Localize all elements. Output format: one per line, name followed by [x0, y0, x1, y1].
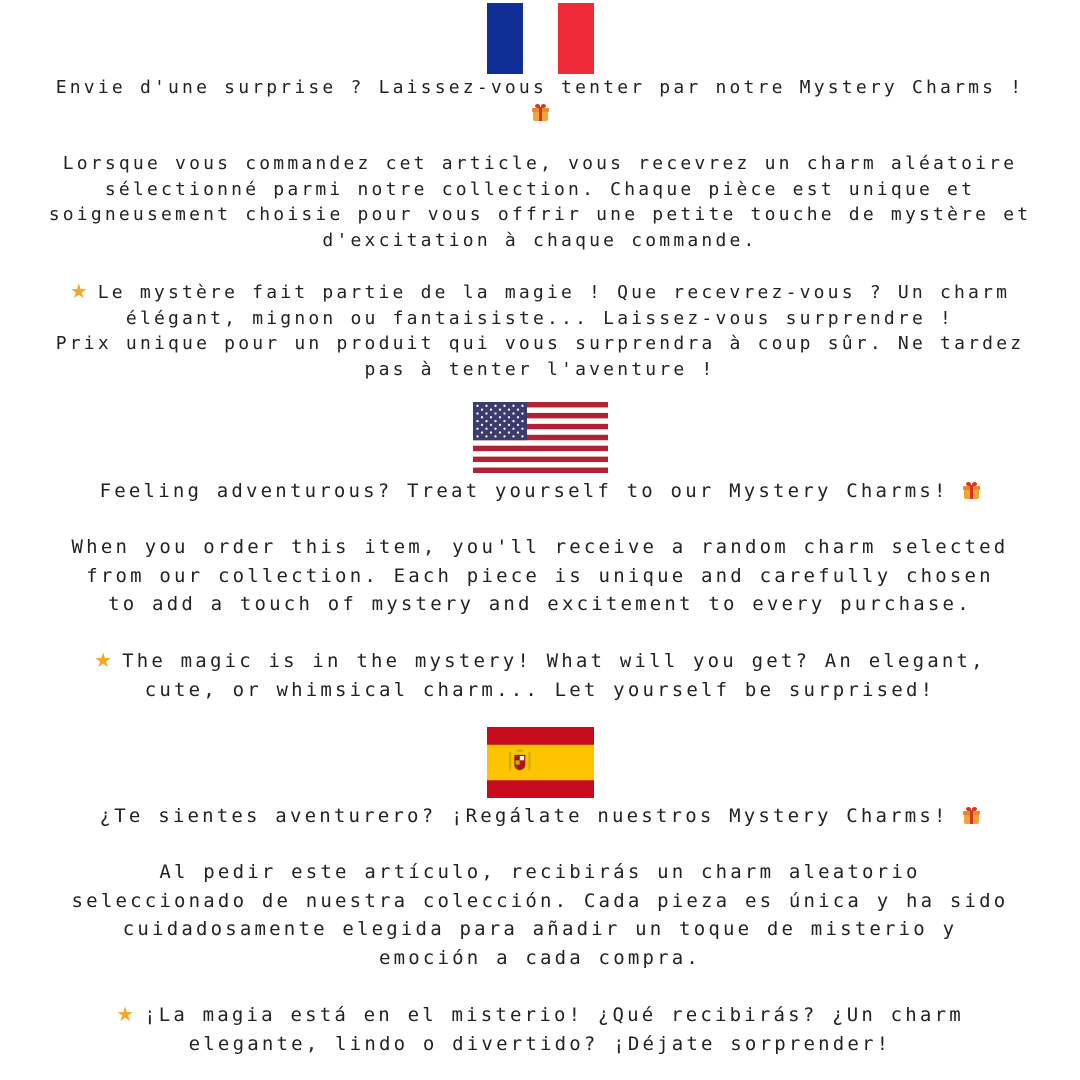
french-body: Lorsque vous commandez cet article, vous recevrez un charm aléatoire sélectionné parmi notre collection. Chaque pièce est unique et soigneusement choisie pour vous offrir une petite touche de mystère et d'excitation à chaque commande.: [48, 153, 1032, 251]
spanish-body: Al pedir este artículo, recibirás un charm aleatorio seleccionado de nuestra colección. Cada pieza es única y ha sido cuidadosamente elegida para añadir un toque de misterio y emoción a cada compra.: [71, 861, 1009, 969]
spain-flag-icon: [487, 727, 594, 798]
french-headline: Envie d'une surprise ? Laissez-vous tenter par notre Mystery Charms !: [40, 75, 1040, 126]
star-icon: ★: [69, 279, 88, 303]
english-highlight: ★ The magic is in the mystery! What will you get? An elegant, cute, or whimsical charm... Let yourself be surprised!: [94, 648, 986, 701]
english-headline: Feeling adventurous? Treat yourself to our Mystery Charms!: [40, 477, 1040, 506]
star-icon: ★: [94, 648, 113, 672]
spanish-headline: ¿Te sientes aventurero? ¡Regálate nuestros Mystery Charms!: [40, 802, 1040, 831]
gift-icon: [532, 104, 549, 121]
usa-flag-icon: [473, 402, 608, 473]
gift-icon: [963, 482, 980, 499]
french-highlight: ★ Le mystère fait partie de la magie ! Que recevrez-vous ? Un charm élégant, mignon ou fantaisiste... Laissez-vous surprendre ! Prix unique pour un produit qui vous surprendra à coup sûr. Ne tardez pas à tenter l'aventure !: [55, 279, 1025, 380]
english-body: When you order this item, you'll receive a random charm selected from our collection. Each piece is unique and carefully chosen to add a touch of mystery and excitement to every purchase.: [71, 536, 1009, 615]
spanish-highlight: ★ ¡La magia está en el misterio! ¿Qué recibirás? ¿Un charm elegante, lindo o divertido? ¡Déjate sorprender!: [116, 1002, 964, 1055]
france-flag-icon: [487, 3, 594, 74]
star-icon: ★: [116, 1002, 135, 1026]
gift-icon: [963, 807, 980, 824]
